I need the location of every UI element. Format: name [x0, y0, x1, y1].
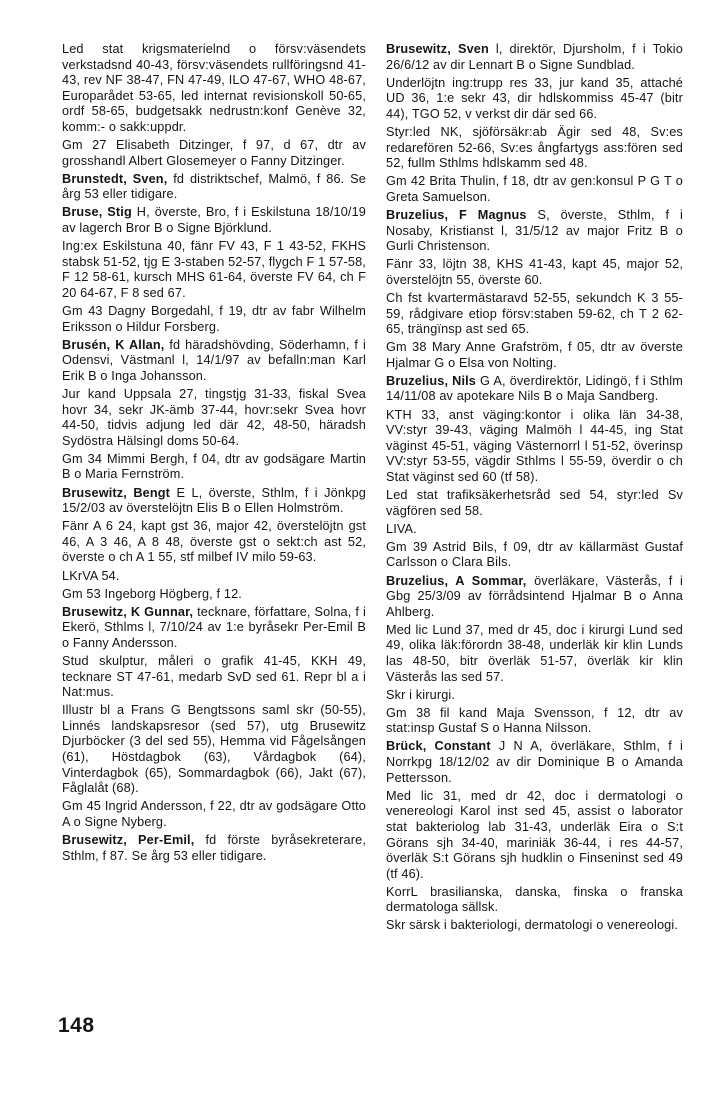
- biography-entry: [386, 374, 683, 405]
- biography-paragraph: [62, 519, 366, 566]
- entry-text: fd distriktschef, Malmö, f 86. Se årg 53 eller tidigare.: [62, 171, 366, 202]
- biography-paragraph: [386, 340, 683, 371]
- biography-paragraph: [62, 452, 366, 483]
- entry-text: Gm 34 Mimmi Bergh, f 04, dtr av godsägare Martin B o Maria Fernström.: [62, 451, 366, 482]
- entry-text: l, direktör, Djursholm, f i Tokio 26/6/12 av dir Lennart B o Signe Sundblad.: [386, 42, 683, 72]
- biography-paragraph: [386, 540, 683, 571]
- entry-name: Bruzelius, F Magnus: [386, 207, 527, 222]
- entry-text: Gm 39 Astrid Bils, f 09, dtr av källarmäst Gustaf Carlsson o Clara Bils.: [386, 539, 683, 570]
- entry-text: tecknare, författare, Solna, f i Ekerö, Sthlms l, 7/10/24 av 1:e byråsekr Per-Emil B o Fanny Andersson.: [62, 604, 366, 650]
- biography-paragraph: [386, 623, 683, 685]
- biography-entry: [62, 605, 366, 652]
- entry-text: Med lic 31, med dr 42, doc i dermatologi o venereologi Karol inst sed 45, assist o laborator stat bakteriolog lab 31-43, underläk Eira o S:t Görans sjh 34-40, mariniäk 36-44, i res 44-57, överläk S:t Görans sjh hudklin o Finseninst sed 49 (tf 46).: [386, 788, 683, 881]
- entry-name: Bruzelius, A Sommar,: [386, 573, 527, 588]
- entry-text: Gm 45 Ingrid Andersson, f 22, dtr av godsägare Otto A o Signe Nyberg.: [62, 799, 366, 829]
- entry-text: LKrVA 54.: [62, 568, 120, 583]
- biography-paragraph: [386, 918, 683, 934]
- entry-text: Gm 27 Elisabeth Ditzinger, f 97, d 67, dtr av grosshandl Albert Glosemeyer o Fanny Ditzinger.: [62, 138, 366, 168]
- entry-text: Gm 38 Mary Anne Grafström, f 05, dtr av överste Hjalmar G o Elsa von Nolting.: [386, 340, 683, 370]
- entry-text: fd häradshövding, Söderhamn, f i Odensvi, Västmanl l, 14/1/97 av befalln:man Karl Erik B o Inga Johansson.: [62, 337, 366, 383]
- biography-paragraph: [62, 654, 366, 701]
- entry-name: Brusewitz, Per-Emil,: [62, 833, 195, 847]
- entry-text: G A, överdirektör, Lidingö, f i Sthlm 14/11/08 av apotekare Nils B o Maja Sandberg.: [386, 373, 683, 404]
- biography-paragraph: [62, 42, 366, 136]
- entry-text: E L, överste, Sthlm, f i Jönkpg 15/2/03 av överstelöjtn Elis B o Ellen Holmström.: [62, 485, 366, 516]
- biography-paragraph: [386, 76, 683, 123]
- biography-entry: [62, 833, 366, 864]
- biography-paragraph: [386, 257, 683, 288]
- entry-name: Brusewitz, Bengt: [62, 485, 171, 500]
- entry-text: Illustr bl a Frans G Bengtssons saml skr (50-55), Linnés landskapsresor (sed 57), utg Brusewitz Djurböcker (3 del sed 55), Hemma vid Fågelsången (61), Höstdagbok (63), Vårdagbok (64), Vinterdagbok (65), Sommardagbok (66), Jakt (67), Fåglalåt (68).: [62, 703, 366, 796]
- biography-paragraph: [386, 125, 683, 172]
- entry-text: KorrL brasilianska, danska, finska o franska dermatologa sällsk.: [386, 884, 683, 915]
- biography-paragraph: [386, 688, 683, 704]
- biography-paragraph: [386, 488, 683, 519]
- biography-entry: [62, 338, 366, 385]
- entry-text: LIVA.: [386, 521, 417, 536]
- entry-name: Brusewitz, Sven: [386, 42, 489, 56]
- entry-text: S, överste, Sthlm, f i Nosaby, Kristianst l, 31/5/12 av major Fritz B o Gurli Christenson.: [386, 207, 684, 254]
- biography-entry: [62, 172, 366, 203]
- entry-text: Ing:ex Eskilstuna 40, fänr FV 43, F 1 43-52, FKHS stabsk 51-52, tjg E 3-staben 52-57, flygch F 1 57-58, F 12 58-61, kursch MHS 61-64, överste FV 64, ch F 20 64-67, F 8 sed 67.: [62, 239, 366, 300]
- page-number: 148: [58, 1014, 95, 1037]
- biography-entry: [62, 486, 366, 517]
- biography-paragraph: [386, 789, 683, 883]
- biography-entry: [386, 208, 683, 255]
- biography-entry: [386, 574, 683, 621]
- entry-text: överläkare, Västerås, f i Gbg 25/3/09 av förrådsintend Hjalmar B o Anna Ahlberg.: [386, 573, 684, 619]
- entry-name: Brusewitz, K Gunnar,: [62, 604, 194, 619]
- biography-paragraph: [386, 408, 683, 486]
- entry-text: Skr särsk i bakteriologi, dermatologi o venereologi.: [386, 918, 678, 933]
- entry-text: Gm 53 Ingeborg Högberg, f 12.: [62, 586, 242, 601]
- biography-entry: [62, 205, 366, 236]
- biography-paragraph: [62, 304, 366, 335]
- biography-paragraph: [62, 799, 366, 830]
- biography-entry: [386, 42, 683, 73]
- entry-name: Brusén, K Allan,: [62, 337, 165, 352]
- biography-paragraph: [62, 587, 366, 603]
- entry-text: Led stat trafiksäkerhetsråd sed 54, styr:led Sv vägfören sed 58.: [386, 488, 683, 518]
- left-column: [62, 42, 366, 867]
- entry-text: Led stat krigsmaterielnd o försv:väsendets verkstadsnd 40-43, försv:väsendets rullföringsnd 41-43, rev NF 38-47, FN 47-49, ILO 47-67, WHO 48-67, Europarådet 53-65, led internat revisionskoll 50-65, ordf 58-65, budgetsakk nedrustn:konf Genève 32, komm:- o sakk:uppdr.: [62, 42, 366, 134]
- entry-text: J N A, överläkare, Sthlm, f i Norrkpg 18/12/02 av dir Dominique B o Amanda Pettersson.: [386, 739, 683, 785]
- biography-paragraph: [386, 885, 683, 916]
- biography-paragraph: [386, 706, 683, 737]
- right-column: [386, 42, 683, 937]
- entry-text: Gm 43 Dagny Borgedahl, f 19, dtr av fabr Wilhelm Eriksson o Hildur Forsberg.: [62, 304, 366, 334]
- entry-text: Underlöjtn ing:trupp res 33, jur kand 35, attaché UD 36, 1:e sekr 43, dir hdlskommiss 45-47 (bitr 44), TGO 52, v verkst dir där sed 66.: [386, 75, 683, 121]
- entry-text: Skr i kirurgi.: [386, 687, 456, 702]
- biography-paragraph: [386, 522, 683, 538]
- entry-text: fd förste byråsekreterare, Sthlm, f 87. Se årg 53 eller tidigare.: [62, 833, 366, 863]
- biography-paragraph: [386, 291, 683, 338]
- entry-name: Brunstedt, Sven,: [62, 171, 168, 186]
- entry-text: Ch fst kvartermästaravd 52-55, sekundch K 3 55-59, rådgivare etiop försv:staben 59-62, ch T 2 62-65, trängïnsp ast sed 65.: [386, 290, 683, 337]
- entry-text: Stud skulptur, måleri o grafik 41-45, KKH 49, tecknare ST 47-61, medarb SvD sed 61. Repr bl a i Nat:mus.: [62, 653, 366, 700]
- entry-text: Fänr A 6 24, kapt gst 36, major 42, överstelöjtn gst 46, A 3 46, A 8 48, överste gst o sekt:ch ast 52, överste o ch A 1 55, stf milbef IV milo 59-63.: [62, 519, 366, 565]
- entry-text: Gm 38 fil kand Maja Svensson, f 12, dtr av stat:insp Gustaf S o Hanna Nilsson.: [386, 705, 683, 736]
- biography-paragraph: [386, 174, 683, 205]
- biography-paragraph: [62, 703, 366, 797]
- entry-text: Gm 42 Brita Thulin, f 18, dtr av gen:konsul P G T o Greta Samuelson.: [386, 174, 683, 204]
- entry-text: KTH 33, anst väging:kontor i olika län 34-38, VV:styr 39-43, väging Malmöh l 44-45, ing Stat väginst 45-51, väging Västernorrl l 51-52, överinsp VV:styr 53-55, vägdir Sthlms l 55-59, överdir o ch Stat väginst sed 60 (tf 58).: [386, 407, 683, 484]
- entry-name: Bruzelius, Nils: [386, 373, 477, 388]
- entry-text: Med lic Lund 37, med dr 45, doc i kirurgi Lund sed 49, olika läk:förordn 38-48, underläk kir klin Lunds las 48-50, bitr överläk 51-57, överläk kir klin Västerås las sed 57.: [386, 622, 683, 684]
- biography-paragraph: [62, 569, 366, 585]
- entry-name: Brück, Constant: [386, 739, 491, 754]
- entry-text: Jur kand Uppsala 27, tingstjg 31-33, fiskal Svea hovr 34, sekr JK-ämb 37-44, hovr:sekr Svea hovr 44-50, tidvis adjung led där 42, 48-50, häradsh Sydöstra Hälsingl doms 50-64.: [62, 386, 366, 448]
- entry-text: Fänr 33, löjtn 38, KHS 41-43, kapt 45, major 52, överstelöjtn 55, överste 60.: [386, 257, 683, 287]
- entry-text: Styr:led NK, sjöförsäkr:ab Ägir sed 48, Sv:es redarefören 52-66, Sv:es ångfartygs ass:fören sed 52, fullm Sthlms hdlskamm sed 48.: [386, 124, 683, 171]
- biography-paragraph: [62, 387, 366, 449]
- biography-entry: [386, 739, 683, 786]
- biography-paragraph: [62, 239, 366, 301]
- entry-text: H, överste, Bro, f i Eskilstuna 18/10/19 av lagerch Bror B o Signe Björklund.: [62, 205, 367, 236]
- entry-name: Bruse, Stig: [62, 205, 132, 220]
- biography-paragraph: [62, 138, 366, 169]
